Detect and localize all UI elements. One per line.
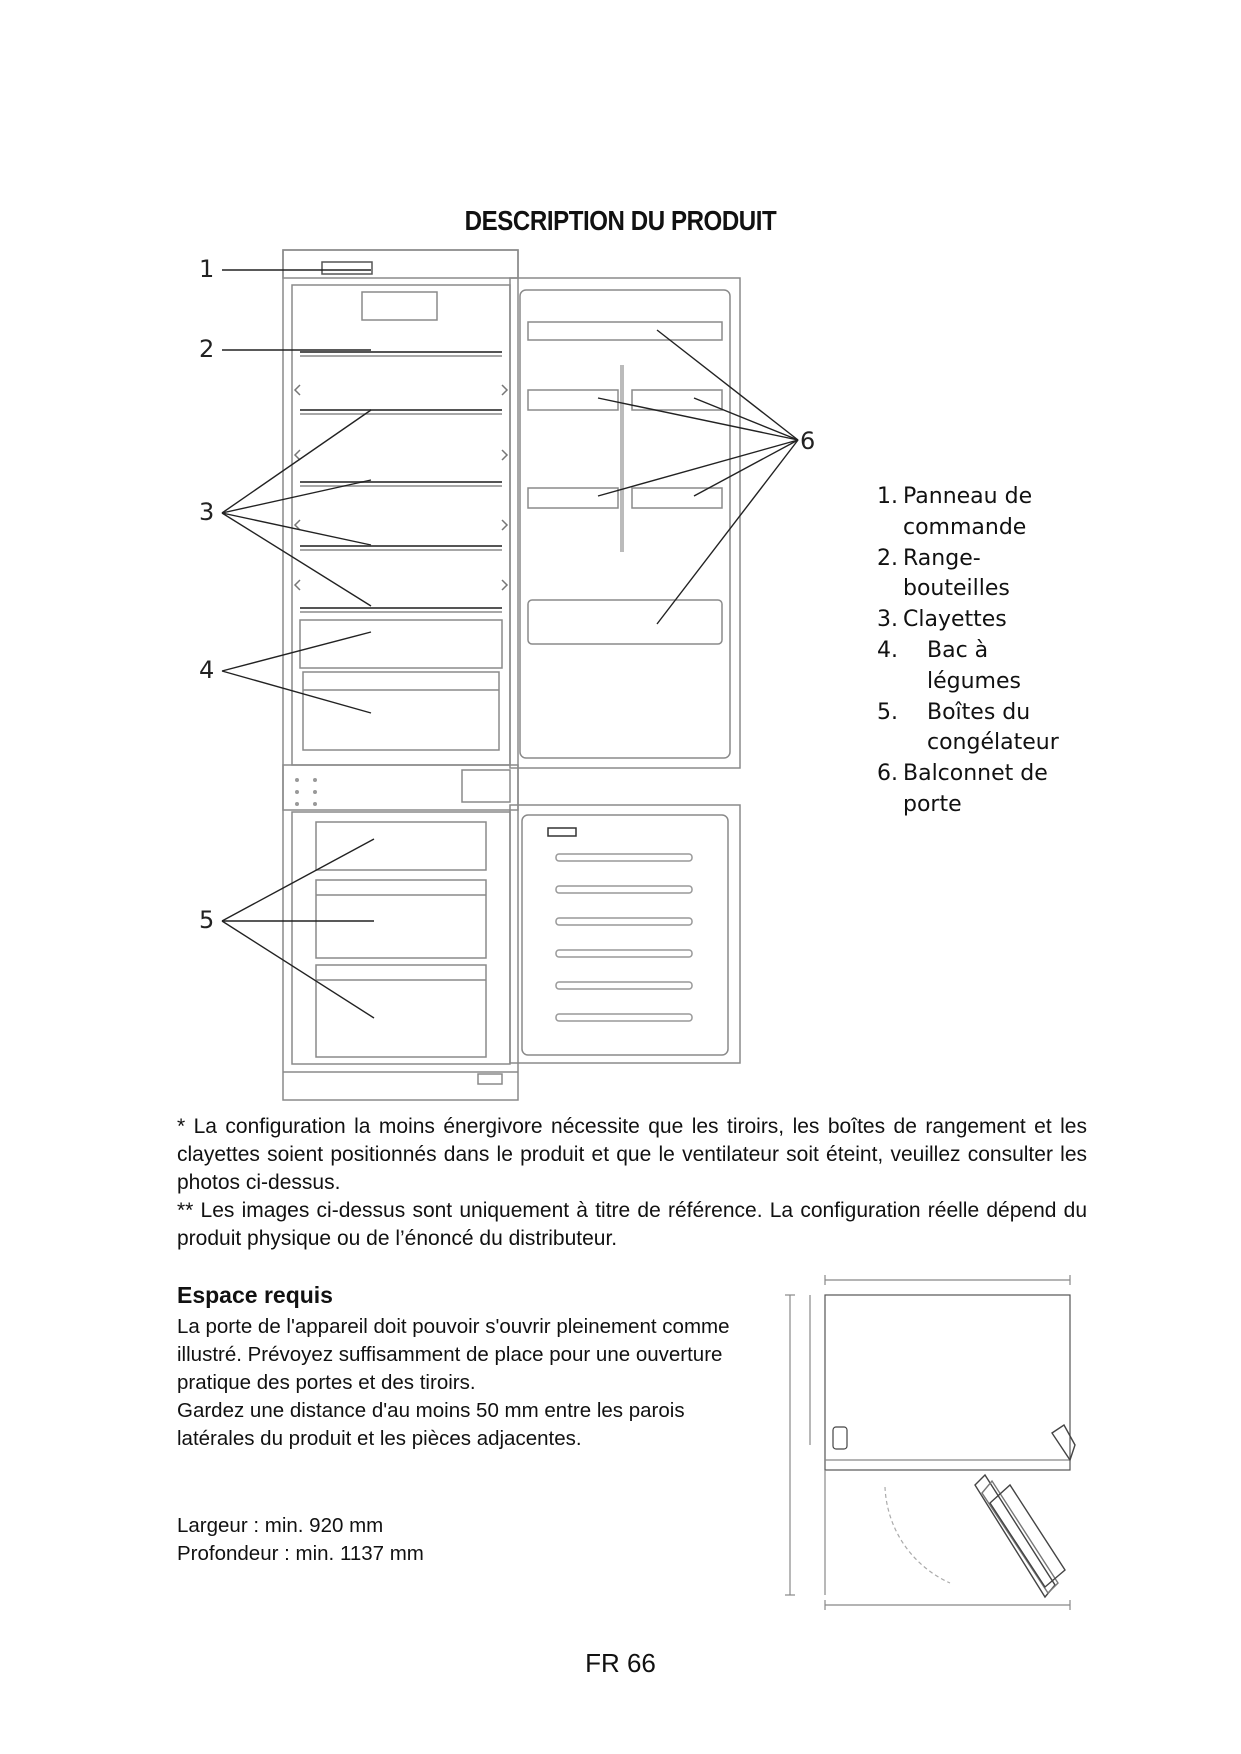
fridge-shelves bbox=[300, 352, 502, 612]
freezer-drawer-1 bbox=[316, 822, 486, 870]
callout-3: 3 bbox=[199, 498, 215, 526]
dimensions bbox=[177, 1512, 424, 1568]
freezer-drawer-2 bbox=[316, 880, 486, 958]
callout-5: 5 bbox=[199, 906, 215, 934]
note-energy: * La configuration la moins énergivore nécessite que les tiroirs, les boîtes de rangement et les clayettes soient positionnés dans le produit et que le ventilateur soit éteint, veuillez consulter les photos ci-dessus. bbox=[177, 1115, 1087, 1194]
space-body bbox=[177, 1313, 737, 1453]
space-heading: Espace requis bbox=[177, 1282, 333, 1308]
vegetable-crisper bbox=[303, 672, 499, 750]
door-clearance-diagram bbox=[770, 1265, 1100, 1625]
freezer-door bbox=[510, 805, 740, 1063]
fridge-door bbox=[510, 278, 740, 768]
callout-6: 6 bbox=[800, 427, 816, 455]
callout-2: 2 bbox=[199, 335, 215, 363]
space-paragraph-1: La porte de l'appareil doit pouvoir s'ouvrir pleinement comme illustré. Prévoyez suffisamment de place pour une ouverture pratique des portes et des tiroirs. bbox=[177, 1315, 730, 1394]
door-balcony-bottom bbox=[528, 600, 722, 644]
cabinet-outline bbox=[283, 250, 518, 1100]
dimension-width: Largeur : min. 920 mm bbox=[177, 1514, 384, 1537]
legend-item: 5. Boîtes du congélateur bbox=[877, 699, 1059, 756]
notes-section bbox=[177, 1113, 1087, 1253]
freezer-drawer-3 bbox=[316, 965, 486, 1057]
dimension-depth: Profondeur : min. 1137 mm bbox=[177, 1542, 424, 1565]
callout-1: 1 bbox=[199, 255, 215, 283]
page-number: FR 66 bbox=[585, 1648, 656, 1678]
door-balcony-1 bbox=[528, 322, 722, 340]
legend-item: 1. Panneau de commande bbox=[877, 484, 1033, 540]
legend-item: 6. Balconnet de porte bbox=[877, 761, 1048, 817]
page-title: DESCRIPTION DU PRODUIT bbox=[464, 205, 777, 236]
space-paragraph-2: Gardez une distance d'au moins 50 mm entre les parois latérales du produit et les pièces adjacentes. bbox=[177, 1399, 685, 1450]
legend-item: 4. Bac à légumes bbox=[877, 637, 1021, 694]
legend-item: 3. Clayettes bbox=[877, 607, 1007, 633]
callout-4: 4 bbox=[199, 656, 215, 684]
legend-item: 2. Range-bouteilles bbox=[877, 545, 1010, 602]
parts-legend bbox=[877, 482, 1177, 821]
note-reference: ** Les images ci-dessus sont uniquement à titre de référence. La configuration réelle dépend du produit physique ou de l’énoncé du distributeur. bbox=[177, 1199, 1087, 1250]
